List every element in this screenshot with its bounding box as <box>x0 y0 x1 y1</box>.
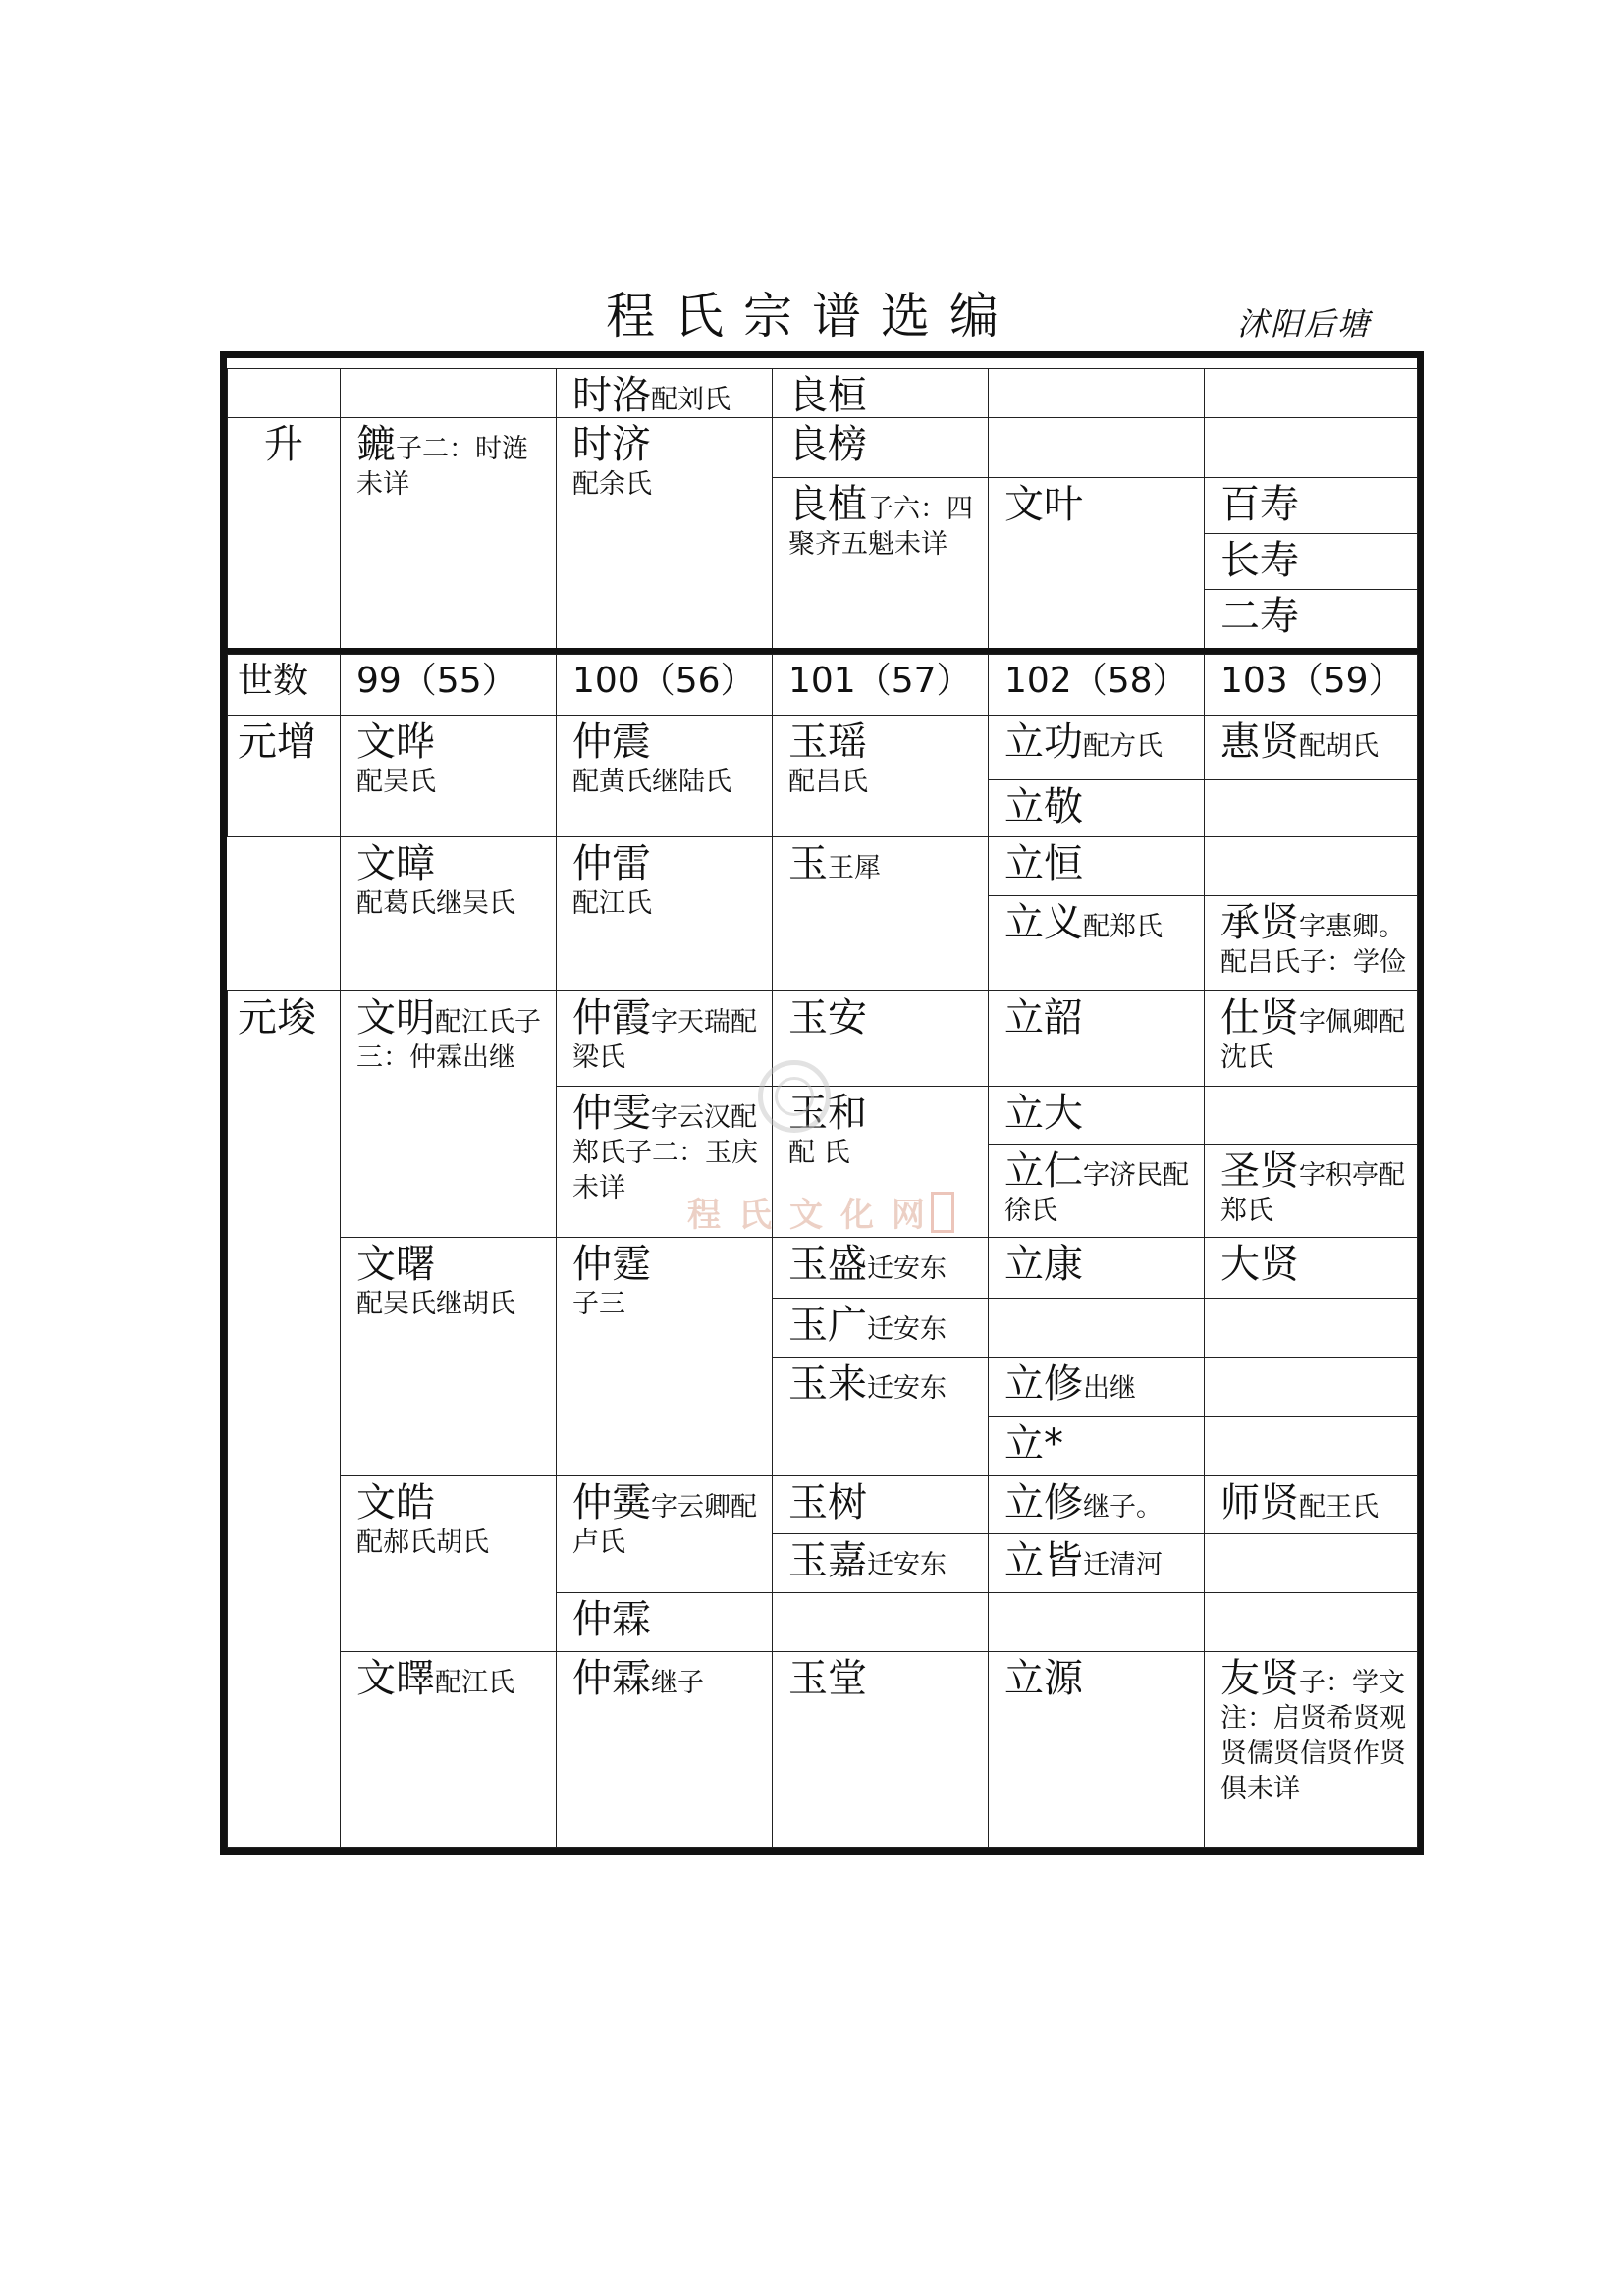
cell-c-r1-c3 <box>556 368 773 418</box>
cell-c-yj-z5 <box>556 1592 773 1652</box>
generation-text: 102（58） <box>1004 661 1188 701</box>
person-name: 仲霞 <box>572 995 651 1041</box>
empty-cell <box>988 417 1205 478</box>
person-name: 玉嘉 <box>788 1538 867 1583</box>
person-name: 玉堂 <box>788 1656 867 1701</box>
person-note: 配郑氏 <box>1083 912 1163 942</box>
person-name: 立修 <box>1004 1362 1083 1407</box>
person-name: 玉瑶 <box>788 720 867 765</box>
empty-cell <box>1204 1357 1418 1417</box>
person-note: 继子 <box>651 1668 704 1698</box>
cell-c-yz-x1 <box>1204 715 1418 780</box>
person-note: 子：学文注：启贤希贤观贤儒贤信贤作贤俱未详 <box>1220 1668 1406 1804</box>
generation-header-1 <box>340 654 557 716</box>
cell-c-yj-l6 <box>988 1416 1205 1476</box>
person-note: 配黄氏继陆氏 <box>572 767 731 797</box>
person-name: 百寿 <box>1220 482 1299 527</box>
cell-c-yz-z2 <box>556 836 773 991</box>
person-note: 迁安东 <box>867 1550 947 1580</box>
person-name: 仲霆 <box>572 1242 651 1287</box>
person-note: 配吴氏继胡氏 <box>356 1289 515 1319</box>
cell-c-yj-l3 <box>988 1144 1205 1238</box>
cell-c-yj-l9 <box>988 1651 1205 1848</box>
empty-cell <box>340 368 557 418</box>
person-note: 子六：四聚齐五魁未详 <box>788 494 973 560</box>
empty-cell <box>988 368 1205 418</box>
person-note: 子三 <box>572 1289 625 1319</box>
person-name: 文晔 <box>356 720 435 765</box>
person-name: 仲雷 <box>572 841 651 886</box>
cell-c-yj-x3 <box>1204 1237 1418 1299</box>
person-name: 师贤 <box>1220 1480 1299 1525</box>
person-name: 圣贤 <box>1220 1148 1299 1194</box>
cell-c-yj-w1 <box>340 990 557 1238</box>
person-name: 立康 <box>1004 1242 1083 1287</box>
cell-c-r3-c6c <box>1204 589 1418 649</box>
person-note: 迁安东 <box>867 1373 947 1404</box>
cell-c-r3-c5 <box>988 477 1205 649</box>
cell-c-yz-x2 <box>1204 895 1418 991</box>
person-name: 玉树 <box>788 1480 867 1525</box>
cell-c-yj-x5 <box>1204 1651 1418 1848</box>
person-note: 配葛氏继吴氏 <box>356 888 515 919</box>
person-note: 字云汉配郑氏子二：玉庆未详 <box>572 1102 758 1203</box>
person-name: 大贤 <box>1220 1242 1299 1287</box>
person-note: 配刘氏 <box>651 385 731 415</box>
person-note: 字佩卿配沈氏 <box>1220 1007 1405 1073</box>
person-name: 承贤 <box>1220 900 1299 945</box>
person-name: 玉来 <box>788 1362 867 1407</box>
watermark-stamp <box>931 1192 954 1233</box>
cell-c-yz-z1 <box>556 715 773 837</box>
person-name: 时洛 <box>572 373 651 418</box>
person-name: 元增 <box>238 720 316 765</box>
cell-c-yj-z6 <box>556 1651 773 1848</box>
person-name: 友贤 <box>1220 1656 1299 1701</box>
person-name: 立大 <box>1004 1091 1083 1136</box>
person-name: 文曙 <box>356 1242 435 1287</box>
empty-cell <box>1204 1533 1418 1593</box>
cell-c-yz-l2 <box>988 779 1205 837</box>
cell-c-r2-c2 <box>340 417 557 649</box>
person-note: 迁安东 <box>867 1314 947 1345</box>
person-note: 配余氏 <box>572 469 652 500</box>
person-name: 立恒 <box>1004 841 1083 886</box>
person-name: 良榜 <box>788 422 867 467</box>
cell-c-yz-l4 <box>988 895 1205 991</box>
person-name: 惠贤 <box>1220 720 1299 765</box>
cell-c-yj-l2 <box>988 1086 1205 1145</box>
person-note: 配方氏 <box>1083 731 1163 762</box>
cell-c-yj-x1 <box>1204 990 1418 1087</box>
generation-text: 100（56） <box>572 661 756 701</box>
cell-c-yj-y5 <box>772 1357 989 1476</box>
cell-c-yj-label <box>227 990 341 1848</box>
empty-cell <box>1204 368 1418 418</box>
cell-c-yz-l3 <box>988 836 1205 896</box>
person-name: 元埈 <box>238 995 316 1041</box>
generation-text: 世数 <box>238 661 309 701</box>
cell-c-yj-w2 <box>340 1237 557 1476</box>
person-note: 字云卿配卢氏 <box>572 1492 757 1558</box>
empty-cell <box>988 1298 1205 1358</box>
cell-c-r3-c4 <box>772 477 989 649</box>
cell-c-yj-y4 <box>772 1298 989 1358</box>
cell-c-yj-w3 <box>340 1475 557 1652</box>
person-note: 配王氏 <box>1299 1492 1379 1522</box>
person-name: 立敬 <box>1004 784 1083 829</box>
cell-c-r2-c1 <box>227 417 341 649</box>
empty-cell <box>1204 1416 1418 1476</box>
cell-c-yj-y6 <box>772 1475 989 1534</box>
person-name: 文曎 <box>356 1656 435 1701</box>
generation-text: 103（59） <box>1220 661 1404 701</box>
cell-c-r3-c6a <box>1204 477 1418 534</box>
cell-c-r2-c4 <box>772 417 989 478</box>
person-name: 文叶 <box>1004 482 1083 527</box>
generation-header-4 <box>988 654 1205 716</box>
cell-c-yj-z1 <box>556 990 773 1087</box>
cell-c-yj-z4 <box>556 1475 773 1593</box>
page-title: 程氏宗谱选编 <box>606 288 1018 345</box>
person-name: 长寿 <box>1220 538 1299 583</box>
cell-c-yz-l1 <box>988 715 1205 780</box>
cell-c-yj-l1 <box>988 990 1205 1087</box>
person-name: 鏕 <box>356 422 396 467</box>
person-name: 玉 <box>788 841 828 886</box>
person-note: 出继 <box>1083 1373 1136 1404</box>
cell-c-yz-w2 <box>340 836 557 991</box>
cell-c-yz-w1 <box>340 715 557 837</box>
cell-c-yj-w4 <box>340 1651 557 1848</box>
person-name: 仲雯 <box>572 1091 651 1136</box>
person-name: 立源 <box>1004 1656 1083 1701</box>
person-note: 字济民配徐氏 <box>1004 1160 1189 1226</box>
person-name: 文皓 <box>356 1480 435 1525</box>
empty-cell <box>772 1592 989 1652</box>
person-note: 配吕氏 <box>788 767 868 797</box>
empty-cell <box>1204 1298 1418 1358</box>
person-note: 继子。 <box>1083 1492 1163 1522</box>
person-name: 玉和 <box>788 1091 867 1136</box>
person-note: 字积亭配郑氏 <box>1220 1160 1405 1226</box>
person-note: 配 氏 <box>788 1138 850 1168</box>
person-note: 配江氏 <box>572 888 652 919</box>
cell-c-yj-l7 <box>988 1475 1205 1534</box>
person-name: 仕贤 <box>1220 995 1299 1041</box>
empty-cell <box>1204 836 1418 896</box>
person-name: 升 <box>264 422 303 467</box>
person-name: 玉安 <box>788 995 867 1041</box>
cell-c-yj-y8 <box>772 1651 989 1848</box>
cell-c-yj-l5 <box>988 1357 1205 1417</box>
person-name: 良植 <box>788 482 867 527</box>
cell-c-yj-x2 <box>1204 1144 1418 1238</box>
person-name: 二寿 <box>1220 594 1299 639</box>
person-note: 配江氏子三：仲霖出继 <box>356 1007 541 1073</box>
generation-header-2 <box>556 654 773 716</box>
empty-cell <box>227 368 341 418</box>
person-name: 良桓 <box>788 373 867 418</box>
cell-c-r2-c3 <box>556 417 773 649</box>
person-name: 玉广 <box>788 1303 867 1348</box>
person-name: 立韶 <box>1004 995 1083 1041</box>
person-name: 仲震 <box>572 720 651 765</box>
cell-c-yz-y2 <box>772 836 989 991</box>
generation-header-3 <box>772 654 989 716</box>
person-note: 迁清河 <box>1083 1550 1163 1580</box>
generation-header-label <box>227 654 341 716</box>
person-note: 子二：时涟未详 <box>356 434 528 500</box>
empty-cell <box>1204 417 1418 478</box>
person-note: 配江氏 <box>435 1668 514 1698</box>
person-name: 玉盛 <box>788 1242 867 1287</box>
seal-stamp <box>758 1060 831 1133</box>
empty-cell <box>1204 1086 1418 1145</box>
empty-cell <box>1204 1592 1418 1652</box>
cell-c-r1-c4 <box>772 368 989 418</box>
person-name: 仲霙 <box>572 1480 651 1525</box>
person-name: 立义 <box>1004 900 1083 945</box>
person-name: 文暲 <box>356 841 435 886</box>
cell-c-yz-label <box>227 715 341 837</box>
cell-c-yj-l8 <box>988 1533 1205 1593</box>
generation-text: 99（55） <box>356 661 517 701</box>
empty-cell <box>1204 779 1418 837</box>
cell-c-yj-x4 <box>1204 1475 1418 1534</box>
person-name: 时济 <box>572 422 651 467</box>
person-name: 仲霖 <box>572 1656 651 1701</box>
person-name: 立* <box>1004 1421 1063 1467</box>
person-note: 配郝氏胡氏 <box>356 1527 489 1558</box>
cell-c-yj-y3 <box>772 1237 989 1299</box>
person-note: 王犀 <box>828 853 881 883</box>
cell-c-yj-l4 <box>988 1237 1205 1299</box>
cell-c-yj-z3 <box>556 1237 773 1476</box>
location-label: 沭阳后塘 <box>1237 305 1372 343</box>
person-note: 字天瑞配梁氏 <box>572 1007 757 1073</box>
watermark: 程氏文化网 <box>687 1196 943 1235</box>
cell-c-yz-y1 <box>772 715 989 837</box>
person-note: 迁安东 <box>867 1254 947 1284</box>
generation-header-5 <box>1204 654 1418 716</box>
person-name: 立仁 <box>1004 1148 1083 1194</box>
cell-c-yj-y7 <box>772 1533 989 1593</box>
empty-cell <box>988 1592 1205 1652</box>
person-note: 配胡氏 <box>1299 731 1379 762</box>
person-name: 文明 <box>356 995 435 1041</box>
person-name: 仲霖 <box>572 1597 651 1642</box>
generation-text: 101（57） <box>788 661 972 701</box>
person-name: 立皆 <box>1004 1538 1083 1583</box>
person-name: 立功 <box>1004 720 1083 765</box>
cell-c-r3-c6b <box>1204 533 1418 590</box>
person-note: 配吴氏 <box>356 767 436 797</box>
person-note: 字惠卿。配吕氏子：学俭 <box>1220 912 1406 978</box>
person-name: 立修 <box>1004 1480 1083 1525</box>
